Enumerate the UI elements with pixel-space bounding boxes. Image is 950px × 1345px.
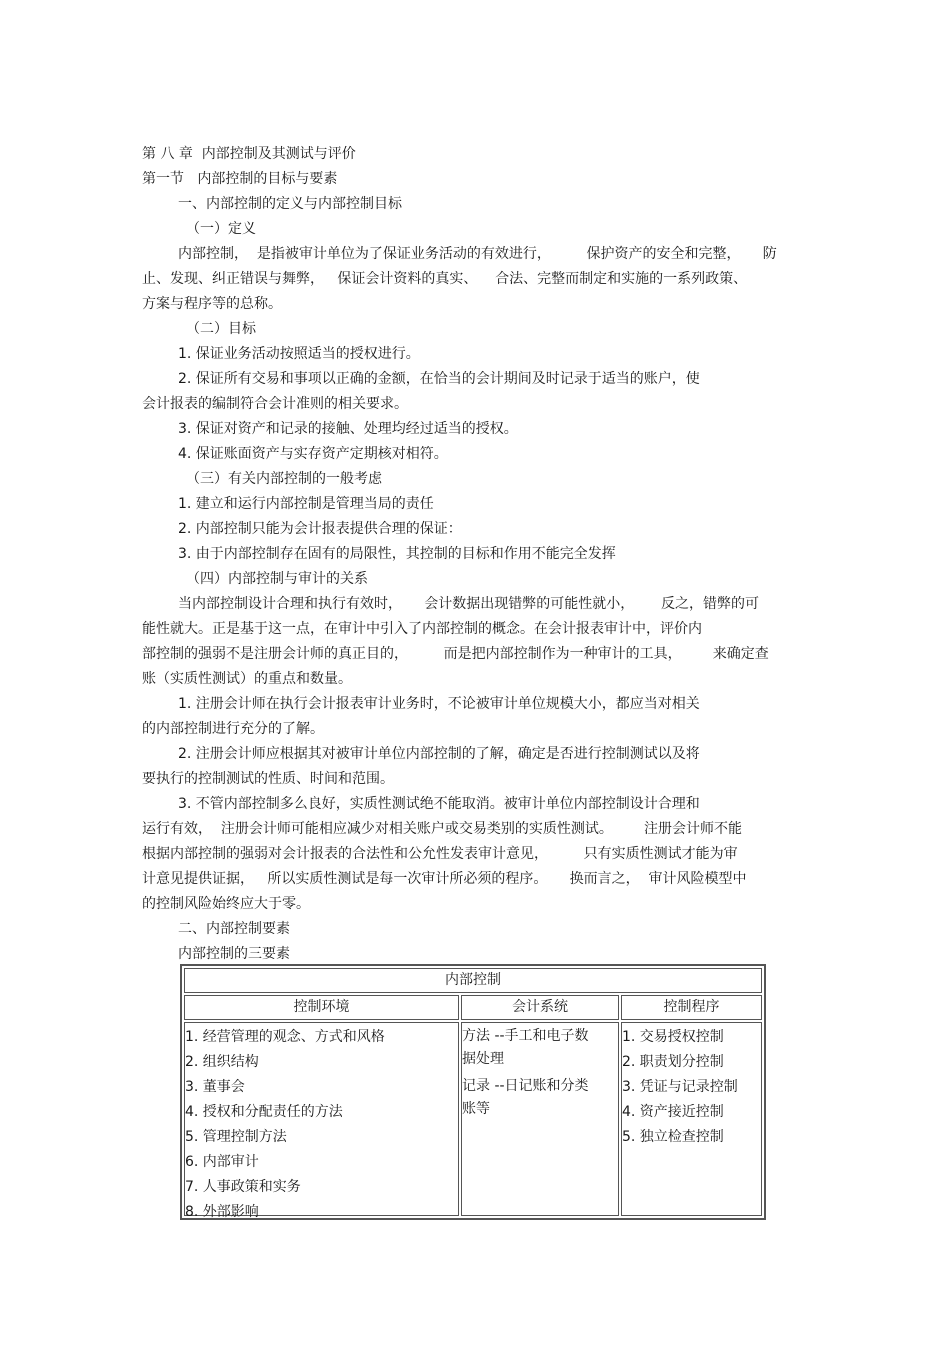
list-item: 2. 职责划分控制	[622, 1054, 724, 1070]
consider-line: 1. 建立和运行内部控制是管理当局的责任	[178, 496, 434, 512]
col2-header: 会计系统	[461, 995, 619, 1020]
part2-subheading: 内部控制的三要素	[178, 946, 290, 962]
consider-line: 2. 内部控制只能为会计报表提供合理的保证：	[178, 521, 462, 537]
list-item: 1. 经营管理的观念、方式和风格	[185, 1029, 385, 1045]
list-item: 4. 资产接近控制	[622, 1104, 724, 1120]
goal-line: 4. 保证账面资产与实存资产定期核对相符。	[178, 446, 448, 462]
relation-line: 的控制风险始终应大于零。	[142, 896, 310, 912]
definition-line: 内部控制， 是指被审计单位为了保证业务活动的有效进行， 保护资产的安全和完整， 防	[178, 246, 777, 262]
list-item: 2. 组织结构	[185, 1054, 259, 1070]
goal-line: 1. 保证业务活动按照适当的授权进行。	[178, 346, 420, 362]
accounting-system-cell	[461, 1022, 619, 1216]
relation-line: 当内部控制设计合理和执行有效时， 会计数据出现错弊的可能性就小， 反之，错弊的可	[178, 596, 759, 612]
chapter-title: 第 八 章 内部控制及其测试与评价	[142, 146, 356, 162]
list-item: 账等	[462, 1101, 490, 1117]
relation-line: 要执行的控制测试的性质、时间和范围。	[142, 771, 394, 787]
definition-line: 方案与程序等的总称。	[142, 296, 282, 312]
col3-header: 控制程序	[621, 995, 762, 1020]
control-environment-cell	[184, 1022, 459, 1220]
consider-heading: （三）有关内部控制的一般考虑	[186, 471, 382, 487]
part2-heading: 二、内部控制要素	[178, 921, 290, 937]
relation-heading: （四）内部控制与审计的关系	[186, 571, 368, 587]
relation-line: 3. 不管内部控制多么良好，实质性测试绝不能取消。被审计单位内部控制设计合理和	[178, 796, 700, 812]
relation-line: 账（实质性测试）的重点和数量。	[142, 671, 352, 687]
list-item: 方法 --手工和电子数	[462, 1028, 589, 1044]
control-procedures-cell	[621, 1022, 762, 1216]
relation-line: 2. 注册会计师应根据其对被审计单位内部控制的了解，确定是否进行控制测试以及将	[178, 746, 700, 762]
list-item: 据处理	[462, 1051, 504, 1067]
internal-control-table	[180, 964, 766, 1220]
relation-line: 1. 注册会计师在执行会计报表审计业务时，不论被审计单位规模大小，都应当对相关	[178, 696, 700, 712]
relation-line: 运行有效， 注册会计师可能相应减少对相关账户或交易类别的实质性测试。 注册会计师不能	[142, 821, 743, 837]
list-item: 记录 --日记账和分类	[462, 1078, 589, 1094]
relation-line: 计意见提供证据， 所以实质性测试是每一次审计所必须的程序。 换而言之， 审计风险模型中	[142, 871, 747, 887]
col1-header: 控制环境	[184, 995, 459, 1020]
list-item: 7. 人事政策和实务	[185, 1179, 301, 1195]
list-item: 1. 交易授权控制	[622, 1029, 724, 1045]
relation-line: 的内部控制进行充分的了解。	[142, 721, 324, 737]
goal-line: 3. 保证对资产和记录的接触、处理均经过适当的授权。	[178, 421, 518, 437]
relation-line: 能性就大。正是基于这一点，在审计中引入了内部控制的概念。在会计报表审计中，评价内	[142, 621, 702, 637]
list-item: 4. 授权和分配责任的方法	[185, 1104, 343, 1120]
definition-line: 止、发现、纠正错误与舞弊， 保证会计资料的真实、 合法、完整而制定和实施的一系列政策、	[142, 271, 748, 287]
consider-line: 3. 由于内部控制存在固有的局限性，其控制的目标和作用不能完全发挥	[178, 546, 616, 562]
list-item: 5. 独立检查控制	[622, 1129, 724, 1145]
list-item: 6. 内部审计	[185, 1154, 259, 1170]
part1-heading: 一、内部控制的定义与内部控制目标	[178, 196, 402, 212]
list-item: 5. 管理控制方法	[185, 1129, 287, 1145]
document-body	[142, 142, 812, 967]
list-item: 8. 外部影响	[185, 1204, 259, 1220]
goal-heading: （二）目标	[186, 321, 256, 337]
list-item: 3. 董事会	[185, 1079, 245, 1095]
section-title: 第一节 内部控制的目标与要素	[142, 171, 338, 187]
goal-line: 2. 保证所有交易和事项以正确的金额，在恰当的会计期间及时记录于适当的账户，使	[178, 371, 700, 387]
definition-heading: （一）定义	[186, 221, 256, 237]
relation-line: 部控制的强弱不是注册会计师的真正目的， 而是把内部控制作为一种审计的工具， 来确定查	[142, 646, 769, 662]
table-title-cell: 内部控制	[184, 968, 762, 993]
goal-line: 会计报表的编制符合会计准则的相关要求。	[142, 396, 408, 412]
relation-line: 根据内部控制的强弱对会计报表的合法性和公允性发表审计意见， 只有实质性测试才能为审	[142, 846, 738, 862]
list-item: 3. 凭证与记录控制	[622, 1079, 738, 1095]
